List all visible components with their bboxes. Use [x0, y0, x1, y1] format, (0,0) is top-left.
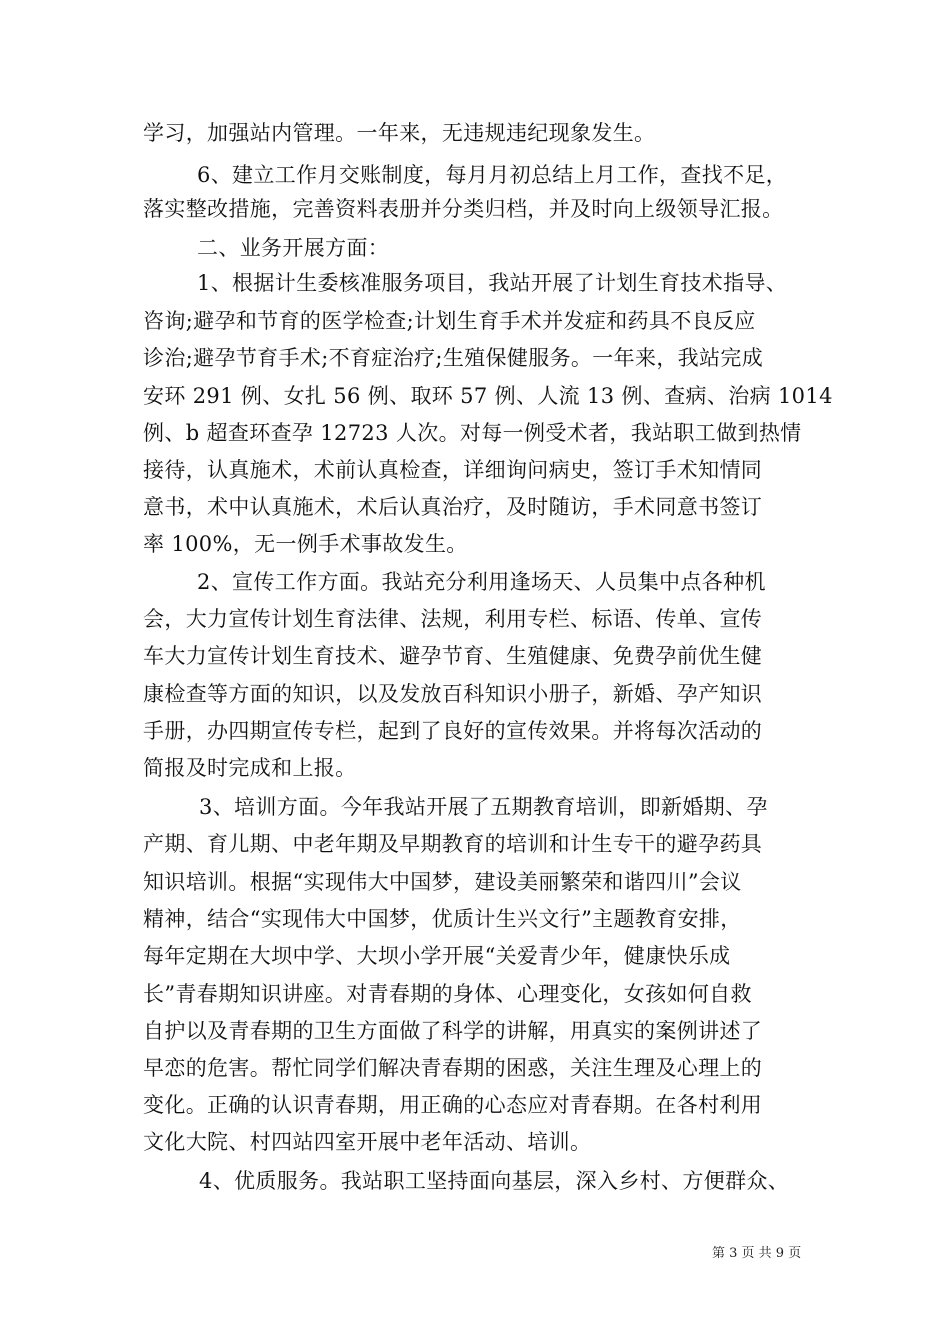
- text-line: 会，大力宣传计划生育法律、法规，利用专栏、标语、传单、宣传: [143, 607, 763, 631]
- text-line: 3、培训方面。今年我站开展了五期教育培训，即新婚期、孕: [199, 795, 768, 819]
- text-line: 意书，术中认真施术，术后认真治疗，及时随访，手术同意书签订: [143, 495, 763, 519]
- text-line: 知识培训。根据“实现伟大中国梦，建设美丽繁荣和谐四川”会议: [143, 870, 742, 894]
- text-line: 诊治;避孕节育手术;不育症治疗;生殖保健服务。一年来，我站完成: [143, 346, 764, 370]
- text-line: 每年定期在大坝中学、大坝小学开展“关爱青少年，健康快乐成: [143, 944, 731, 968]
- text-line: 精神，结合“实现伟大中国梦，优质计生兴文行”主题教育安排，: [143, 907, 742, 931]
- text-line: 率 100%，无一例手术事故发生。: [143, 532, 468, 556]
- text-line: 咨询;避孕和节育的医学检查;计划生育手术并发症和药具不良反应: [143, 309, 756, 333]
- text-line: 6、建立工作月交账制度，每月月初总结上月工作，查找不足，: [197, 163, 788, 187]
- text-line: 简报及时完成和上报。: [143, 756, 357, 780]
- page-number: 第 3 页 共 9 页: [712, 1246, 802, 1261]
- text-line: 变化。正确的认识青春期，用正确的心态应对青春期。在各村利用: [143, 1093, 763, 1117]
- text-line: 自护以及青春期的卫生方面做了科学的讲解，用真实的案例讲述了: [143, 1019, 763, 1043]
- text-line: 手册，办四期宣传专栏，起到了良好的宣传效果。并将每次活动的: [143, 719, 763, 743]
- text-line: 康检查等方面的知识，以及发放百科知识小册子，新婚、孕产知识: [143, 682, 763, 706]
- text-line: 长”青春期知识讲座。对青春期的身体、心理变化，女孩如何自救: [143, 982, 752, 1006]
- text-line: 2、宣传工作方面。我站充分利用逢场天、人员集中点各种机: [197, 570, 766, 594]
- text-line: 落实整改措施，完善资料表册并分类归档，并及时向上级领导汇报。: [143, 197, 784, 221]
- text-line: 车大力宣传计划生育技术、避孕节育、生殖健康、免费孕前优生健: [143, 644, 763, 668]
- text-line: 例、b 超查环查孕 12723 人次。对每一例受术者，我站职工做到热情: [143, 421, 802, 445]
- section-heading: 二、业务开展方面：: [197, 236, 390, 260]
- text-line: 早恋的危害。帮忙同学们解决青春期的困惑，关注生理及心理上的: [143, 1056, 763, 1080]
- text-line: 1、根据计生委核准服务项目，我站开展了计划生育技术指导、: [197, 271, 788, 295]
- text-line: 产期、育儿期、中老年期及早期教育的培训和计生专干的避孕药具: [143, 832, 763, 856]
- text-line: 接待，认真施术，术前认真检查，详细询问病史，签订手术知情同: [143, 458, 763, 482]
- text-line: 学习，加强站内管理。一年来，无违规违纪现象发生。: [143, 121, 656, 145]
- text-line: 安环 291 例、女扎 56 例、取环 57 例、人流 13 例、查病、治病 1014: [143, 384, 833, 408]
- text-line: 4、优质服务。我站职工坚持面向基层，深入乡村、方便群众、: [199, 1169, 790, 1193]
- text-line: 文化大院、村四站四室开展中老年活动、培训。: [143, 1130, 592, 1154]
